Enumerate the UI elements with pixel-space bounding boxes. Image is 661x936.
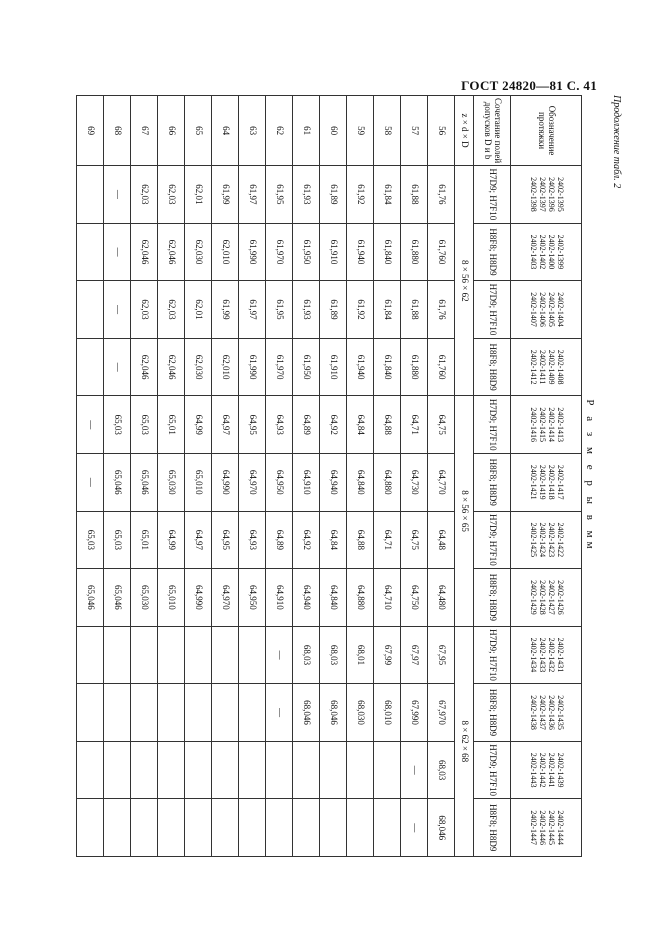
- tolerance-cell: H8F8; H8D9: [474, 223, 511, 281]
- value-cell: 61,84: [374, 281, 401, 339]
- value-cell: —: [104, 281, 131, 339]
- size-cell: 8 × 56 × 65: [455, 396, 474, 626]
- value-cell: 64,950: [266, 453, 293, 511]
- empty-cell: [212, 799, 239, 857]
- value-cell: 62,046: [158, 223, 185, 281]
- empty-cell: [347, 799, 374, 857]
- value-cell: 64,880: [347, 569, 374, 627]
- empty-cell: [104, 626, 131, 684]
- value-cell: 68,03: [428, 741, 455, 799]
- tolerance-cell: H8F8; H8D9: [474, 453, 511, 511]
- code-cell: 2402-1399 2402-1400 2402-1402 2402-1403: [511, 223, 582, 281]
- empty-cell: [77, 281, 104, 339]
- table-caption: Продолжение табл. 2: [611, 95, 622, 189]
- value-cell: 68,010: [374, 684, 401, 742]
- empty-cell: [239, 684, 266, 742]
- code-cell: 2402-1422 2402-1423 2402-1424 2402-1425: [511, 511, 582, 569]
- dimensions-table: [76, 95, 582, 857]
- empty-cell: [158, 626, 185, 684]
- value-cell: 61,89: [320, 281, 347, 339]
- value-cell: —: [77, 396, 104, 454]
- tolerance-cell: H7D9; H7F10: [474, 741, 511, 799]
- value-cell: 62,03: [158, 166, 185, 224]
- value-cell: 62,01: [185, 166, 212, 224]
- empty-cell: [131, 799, 158, 857]
- value-cell: 61,950: [293, 223, 320, 281]
- empty-cell: [212, 626, 239, 684]
- value-cell: —: [401, 741, 428, 799]
- code-cell: 2402-1395 2402-1396 2402-1397 2402-1398: [511, 166, 582, 224]
- value-cell: 64,910: [293, 453, 320, 511]
- empty-cell: [239, 626, 266, 684]
- value-cell: 67,97: [401, 626, 428, 684]
- value-cell: 64,99: [185, 396, 212, 454]
- value-cell: 64,95: [212, 511, 239, 569]
- empty-cell: [131, 626, 158, 684]
- value-cell: 61,89: [320, 166, 347, 224]
- value-cell: 61,97: [239, 281, 266, 339]
- empty-cell: [185, 684, 212, 742]
- value-cell: 68,030: [347, 684, 374, 742]
- value-cell: 61,940: [347, 338, 374, 396]
- code-cell: 2402-1439 2402-1441 2402-1442 2402-1443: [511, 741, 582, 799]
- value-cell: 64,71: [401, 396, 428, 454]
- value-cell: 61,990: [239, 223, 266, 281]
- empty-cell: [185, 626, 212, 684]
- value-cell: 62,03: [131, 166, 158, 224]
- value-cell: 61,99: [212, 281, 239, 339]
- row-number: 62: [266, 96, 293, 166]
- tolerance-cell: H8F8; H8D9: [474, 799, 511, 857]
- value-cell: 65,010: [185, 453, 212, 511]
- value-cell: 64,75: [401, 511, 428, 569]
- value-cell: 61,880: [401, 338, 428, 396]
- value-cell: 62,030: [185, 338, 212, 396]
- empty-cell: [185, 799, 212, 857]
- empty-cell: [212, 684, 239, 742]
- value-cell: 64,93: [239, 511, 266, 569]
- value-cell: 64,950: [239, 569, 266, 627]
- value-cell: 64,88: [347, 511, 374, 569]
- value-cell: 61,95: [266, 281, 293, 339]
- value-cell: —: [266, 626, 293, 684]
- value-cell: —: [104, 166, 131, 224]
- value-cell: 65,03: [131, 396, 158, 454]
- code-cell: 2402-1417 2402-1418 2402-1419 2402-1421: [511, 453, 582, 511]
- row-number: 69: [77, 96, 104, 166]
- value-cell: 64,940: [320, 453, 347, 511]
- value-cell: 61,97: [239, 166, 266, 224]
- value-cell: 62,030: [185, 223, 212, 281]
- value-cell: 64,89: [266, 511, 293, 569]
- row-number: 59: [347, 96, 374, 166]
- value-cell: —: [77, 453, 104, 511]
- value-cell: 64,480: [428, 569, 455, 627]
- tolerance-cell: H7D9; H7F10: [474, 396, 511, 454]
- size-cell: 8 × 62 × 68: [455, 626, 474, 856]
- value-cell: 64,710: [374, 569, 401, 627]
- row-number: 64: [212, 96, 239, 166]
- value-cell: 61,970: [266, 338, 293, 396]
- empty-cell: [158, 684, 185, 742]
- empty-cell: [185, 741, 212, 799]
- value-cell: 61,990: [239, 338, 266, 396]
- value-cell: 64,84: [347, 396, 374, 454]
- value-cell: 67,970: [428, 684, 455, 742]
- value-cell: 65,010: [158, 569, 185, 627]
- empty-cell: [77, 338, 104, 396]
- empty-cell: [320, 741, 347, 799]
- value-cell: 61,88: [401, 281, 428, 339]
- row-number: 67: [131, 96, 158, 166]
- value-cell: 64,880: [374, 453, 401, 511]
- empty-cell: [293, 741, 320, 799]
- value-cell: 61,95: [266, 166, 293, 224]
- value-cell: 65,01: [131, 511, 158, 569]
- value-cell: 61,76: [428, 166, 455, 224]
- value-cell: 65,046: [104, 453, 131, 511]
- empty-cell: [212, 741, 239, 799]
- row-number: 63: [239, 96, 266, 166]
- value-cell: 64,48: [428, 511, 455, 569]
- row-number: 56: [428, 96, 455, 166]
- value-cell: 62,03: [131, 281, 158, 339]
- value-cell: 61,84: [374, 166, 401, 224]
- value-cell: 67,99: [374, 626, 401, 684]
- value-cell: 61,88: [401, 166, 428, 224]
- value-cell: 65,030: [158, 453, 185, 511]
- value-cell: 64,840: [320, 569, 347, 627]
- empty-cell: [77, 684, 104, 742]
- value-cell: 64,940: [293, 569, 320, 627]
- row-number: 61: [293, 96, 320, 166]
- tolerance-cell: H7D9; H7F10: [474, 166, 511, 224]
- value-cell: 61,760: [428, 338, 455, 396]
- code-cell: 2402-1426 2402-1427 2402-1428 2402-1429: [511, 569, 582, 627]
- empty-cell: [77, 741, 104, 799]
- value-cell: 62,046: [158, 338, 185, 396]
- value-cell: 61,840: [374, 338, 401, 396]
- value-cell: 61,950: [293, 338, 320, 396]
- value-cell: 61,910: [320, 223, 347, 281]
- empty-cell: [266, 741, 293, 799]
- value-cell: 64,990: [212, 453, 239, 511]
- empty-cell: [239, 799, 266, 857]
- value-cell: 61,910: [320, 338, 347, 396]
- value-cell: 67,990: [401, 684, 428, 742]
- value-cell: 64,89: [293, 396, 320, 454]
- size-cell: 8 × 56 × 62: [455, 166, 474, 396]
- value-cell: 64,92: [320, 396, 347, 454]
- value-cell: 61,940: [347, 223, 374, 281]
- empty-cell: [104, 684, 131, 742]
- code-cell: 2402-1413 2402-1414 2402-1415 2402-1416: [511, 396, 582, 454]
- value-cell: 64,840: [347, 453, 374, 511]
- code-cell: 2402-1408 2402-1409 2402-1411 2402-1412: [511, 338, 582, 396]
- tolerance-cell: H7D9; H7F10: [474, 626, 511, 684]
- value-cell: 64,970: [239, 453, 266, 511]
- row-number: 60: [320, 96, 347, 166]
- value-cell: 62,046: [131, 338, 158, 396]
- empty-cell: [131, 684, 158, 742]
- tolerance-cell: H8F8; H8D9: [474, 684, 511, 742]
- value-cell: 62,01: [185, 281, 212, 339]
- value-cell: 61,880: [401, 223, 428, 281]
- empty-cell: [239, 741, 266, 799]
- tolerance-cell: H8F8; H8D9: [474, 338, 511, 396]
- code-cell: 2402-1435 2402-1436 2402-1437 2402-1438: [511, 684, 582, 742]
- empty-cell: [131, 741, 158, 799]
- row-number: 58: [374, 96, 401, 166]
- empty-cell: [347, 741, 374, 799]
- value-cell: 64,99: [158, 511, 185, 569]
- value-cell: 61,970: [266, 223, 293, 281]
- value-cell: 65,03: [104, 396, 131, 454]
- code-cell: 2402-1444 2402-1445 2402-1446 2402-1447: [511, 799, 582, 857]
- empty-cell: [77, 166, 104, 224]
- empty-cell: [158, 741, 185, 799]
- value-cell: 64,97: [185, 511, 212, 569]
- value-cell: 62,010: [212, 223, 239, 281]
- value-cell: 64,75: [428, 396, 455, 454]
- tolerance-label: Сочетание полей допусков D и b: [474, 96, 511, 166]
- value-cell: 68,046: [293, 684, 320, 742]
- empty-cell: [374, 741, 401, 799]
- value-cell: 65,046: [131, 453, 158, 511]
- value-cell: 61,92: [347, 281, 374, 339]
- value-cell: 65,046: [77, 569, 104, 627]
- value-cell: 65,03: [77, 511, 104, 569]
- rotated-table-area: [72, 95, 622, 857]
- value-cell: 68,03: [320, 626, 347, 684]
- value-cell: 61,76: [428, 281, 455, 339]
- empty-cell: [266, 799, 293, 857]
- value-cell: 62,010: [212, 338, 239, 396]
- row-number: 66: [158, 96, 185, 166]
- size-label: z × d × D: [455, 96, 474, 166]
- row-number: 68: [104, 96, 131, 166]
- row-number: 57: [401, 96, 428, 166]
- value-cell: 64,910: [266, 569, 293, 627]
- value-cell: 68,046: [320, 684, 347, 742]
- value-cell: 64,990: [185, 569, 212, 627]
- value-cell: —: [104, 338, 131, 396]
- value-cell: 65,03: [104, 511, 131, 569]
- row-number: 65: [185, 96, 212, 166]
- value-cell: 64,92: [293, 511, 320, 569]
- value-cell: 62,03: [158, 281, 185, 339]
- value-cell: 61,93: [293, 166, 320, 224]
- value-cell: 64,93: [266, 396, 293, 454]
- value-cell: 67,95: [428, 626, 455, 684]
- empty-cell: [320, 799, 347, 857]
- value-cell: 65,046: [104, 569, 131, 627]
- value-cell: 61,93: [293, 281, 320, 339]
- value-cell: 61,92: [347, 166, 374, 224]
- value-cell: 64,88: [374, 396, 401, 454]
- value-cell: 61,760: [428, 223, 455, 281]
- value-cell: 64,71: [374, 511, 401, 569]
- value-cell: 64,97: [212, 396, 239, 454]
- value-cell: —: [104, 223, 131, 281]
- empty-cell: [104, 799, 131, 857]
- empty-cell: [374, 799, 401, 857]
- empty-cell: [77, 223, 104, 281]
- value-cell: 64,730: [401, 453, 428, 511]
- designation-label: Обозначение протяжки: [511, 96, 582, 166]
- empty-cell: [77, 799, 104, 857]
- empty-cell: [77, 626, 104, 684]
- value-cell: —: [266, 684, 293, 742]
- empty-cell: [293, 799, 320, 857]
- tolerance-cell: H8F8; H8D9: [474, 569, 511, 627]
- value-cell: —: [401, 799, 428, 857]
- value-cell: 64,970: [212, 569, 239, 627]
- code-cell: 2402-1404 2402-1405 2402-1406 2402-1407: [511, 281, 582, 339]
- value-cell: 64,750: [401, 569, 428, 627]
- empty-cell: [158, 799, 185, 857]
- tolerance-cell: H7D9; H7F10: [474, 511, 511, 569]
- value-cell: 62,046: [131, 223, 158, 281]
- value-cell: 61,840: [374, 223, 401, 281]
- page-header: ГОСТ 24820—81 С. 41: [461, 78, 597, 93]
- value-cell: 61,99: [212, 166, 239, 224]
- value-cell: 68,01: [347, 626, 374, 684]
- value-cell: 65,01: [158, 396, 185, 454]
- value-cell: 68,046: [428, 799, 455, 857]
- table-title: Р а з м е р ы в мм: [584, 399, 596, 553]
- value-cell: 64,95: [239, 396, 266, 454]
- code-cell: 2402-1431 2402-1432 2402-1433 2402-1434: [511, 626, 582, 684]
- value-cell: 64,84: [320, 511, 347, 569]
- tolerance-cell: H7D9; H7F10: [474, 281, 511, 339]
- empty-cell: [104, 741, 131, 799]
- value-cell: 64,770: [428, 453, 455, 511]
- value-cell: 65,030: [131, 569, 158, 627]
- value-cell: 68,03: [293, 626, 320, 684]
